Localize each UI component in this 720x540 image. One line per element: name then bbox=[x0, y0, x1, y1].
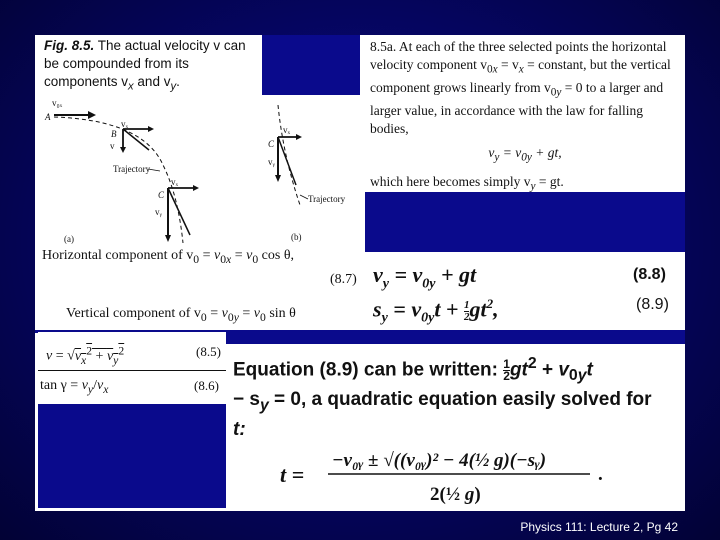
eq-num-8-7: (8.7) bbox=[330, 272, 357, 287]
eq-num-8-6: (8.6) bbox=[194, 378, 219, 393]
label-v0x: v₀ₓ bbox=[52, 98, 63, 108]
vertical-component: Vertical component of $v_0 = v_{0y} = v_0$ sin θ bbox=[66, 306, 296, 324]
slide-footer: Physics 111: Lecture 2, Pg 42 bbox=[520, 520, 678, 534]
horizontal-component-text: Horizontal component of v bbox=[42, 248, 194, 263]
velocity-box bbox=[38, 332, 226, 404]
quadratic-formula bbox=[270, 440, 630, 510]
eq-num-8-9: (8.9) bbox=[636, 296, 669, 313]
svg-text:.: . bbox=[598, 464, 603, 485]
svg-text:vₓ: vₓ bbox=[171, 177, 179, 187]
blue-block-lower-left bbox=[38, 404, 226, 508]
figure-label: Fig. 8.5. bbox=[44, 38, 95, 53]
quad-line1: Equation (8.9) can be written: $\frac{1}{2}$ $gt^2 + v_{0y}t$ bbox=[233, 355, 593, 385]
blue-block-mid-right bbox=[225, 330, 685, 344]
blue-block-right bbox=[365, 192, 685, 252]
trajectory-curve-a bbox=[54, 117, 183, 243]
vertical-component-text: Vertical component of v bbox=[66, 306, 201, 321]
svg-text:vᵧ: vᵧ bbox=[268, 157, 275, 167]
horizontal-component: Horizontal component of $v_0 = v_{0x} = v_0$ cos θ, bbox=[42, 248, 295, 266]
magnitude-equation: $v = √v_x^2 + v_y^2$ bbox=[46, 344, 125, 367]
point-b: B bbox=[111, 129, 117, 139]
svg-text:vₓ: vₓ bbox=[283, 125, 291, 135]
quadratic-text bbox=[233, 352, 683, 442]
quad-line2: − $s_y = 0$, a quadratic equation easily solved for bbox=[233, 389, 652, 414]
angle-equation: $\tan \gamma = v_y/v_x$ bbox=[40, 378, 109, 396]
explanation-line2: which here becomes simply v bbox=[370, 174, 531, 190]
falling-body-equation: $v_y = v_{0y}$ + gt, bbox=[488, 145, 562, 165]
explanation-line1d: = 0 to a larger and larger value, in accordance with the law for falling bodies, bbox=[370, 80, 664, 137]
quad-line3: t: bbox=[233, 418, 246, 440]
trajectory-figure bbox=[38, 95, 360, 245]
point-c: C bbox=[158, 190, 165, 200]
point-c-b: C bbox=[268, 139, 275, 149]
svg-text:2(½ g): 2(½ g) bbox=[430, 484, 481, 505]
equation-8-9: $s_y = v_{0y}t$ + $\frac{1}{2}$ $gt^2$, bbox=[373, 296, 499, 326]
eq-num-8-5: (8.5) bbox=[196, 344, 221, 359]
figure-caption-and: and v bbox=[133, 74, 171, 89]
trajectory-label-b: Trajectory bbox=[308, 194, 346, 204]
figure-caption-text: The actual velocity v can be compounded from its components v bbox=[44, 38, 246, 89]
figure-label-a: (a) bbox=[64, 234, 74, 244]
svg-text:v: v bbox=[110, 141, 115, 151]
figure-caption: Fig. 8.5. The actual velocity v can be compounded from its components $v_x$ and $v_y$. bbox=[44, 38, 246, 93]
svg-text:−v₀ᵧ ± √((v₀ᵧ)² − 4(½ g)(−sᵧ): −v₀ᵧ ± √((v₀ᵧ)² − 4(½ g)(−sᵧ) bbox=[332, 450, 547, 471]
trajectory-label-a: Trajectory bbox=[113, 164, 151, 174]
explanation-line2b: = gt. bbox=[535, 174, 564, 190]
explanation-line1b: = v bbox=[497, 57, 519, 73]
explanation-line1: 8.5a. At each of the three selected points the horizontal velocity component v bbox=[370, 39, 667, 73]
explanation-paragraph: 8.5a. At each of the three selected points the horizontal velocity component $v_{0x} = v_x$ = constant, but the vertical component grows linearly from $v_{0y} = 0$ to a larger and larger value, in accordance with the law for falling bodies, $v_y = v_{0y}$ + gt, which here becomes simply $v_y$ = gt. bbox=[370, 38, 680, 196]
blue-block-top bbox=[262, 35, 360, 95]
svg-text:t =: t = bbox=[280, 462, 305, 487]
svg-text:vᵧ: vᵧ bbox=[155, 207, 162, 217]
figure-label-b: (b) bbox=[291, 232, 302, 242]
equation-8-8: $v_y = v_{0y}$ + gt bbox=[373, 262, 477, 292]
explanation-line1c: = constant, but the vertical component grows linearly from v bbox=[370, 57, 671, 96]
point-a: A bbox=[45, 112, 51, 122]
svg-text:vₓ: vₓ bbox=[121, 119, 129, 129]
eq-num-8-8: (8.8) bbox=[633, 266, 666, 283]
